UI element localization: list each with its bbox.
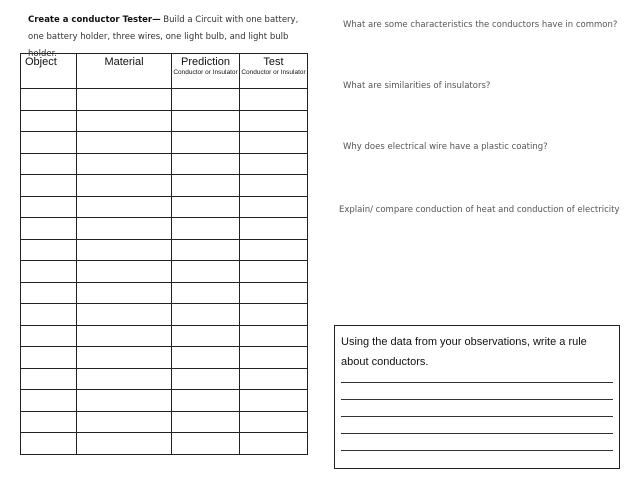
table-cell[interactable] — [240, 390, 308, 412]
table-row — [21, 175, 308, 197]
table-cell[interactable] — [172, 411, 240, 433]
table-cell[interactable] — [240, 175, 308, 197]
table-cell[interactable] — [21, 175, 77, 197]
table-cell[interactable] — [240, 110, 308, 132]
answer-line[interactable] — [341, 382, 613, 383]
table-cell[interactable] — [240, 368, 308, 390]
table-cell[interactable] — [240, 239, 308, 261]
intro-text: Build a Circuit with one battery, one battery holder, three wires, one light bulb, and light bulb holder. — [28, 15, 299, 59]
table-cell[interactable] — [172, 239, 240, 261]
table-cell[interactable] — [172, 175, 240, 197]
table-cell[interactable] — [21, 261, 77, 283]
table-cell[interactable] — [240, 153, 308, 175]
table-cell[interactable] — [21, 347, 77, 369]
table-cell[interactable] — [172, 433, 240, 455]
table-cell[interactable] — [21, 153, 77, 175]
table-cell[interactable] — [77, 110, 172, 132]
table-cell[interactable] — [77, 411, 172, 433]
header-object: Object — [21, 54, 77, 89]
table-cell[interactable] — [240, 325, 308, 347]
table-cell[interactable] — [77, 218, 172, 240]
table-row — [21, 89, 308, 111]
question-compare-conduction: Explain/ compare conduction of heat and conduction of electricity — [339, 205, 620, 215]
table-cell[interactable] — [21, 411, 77, 433]
table-cell[interactable] — [21, 304, 77, 326]
table-row — [21, 132, 308, 154]
table-cell[interactable] — [77, 347, 172, 369]
table-cell[interactable] — [77, 261, 172, 283]
question-insulators: What are similarities of insulators? — [343, 81, 491, 91]
table-cell[interactable] — [172, 153, 240, 175]
table-cell[interactable] — [77, 282, 172, 304]
table-cell[interactable] — [240, 411, 308, 433]
table-cell[interactable] — [77, 368, 172, 390]
answer-line[interactable] — [341, 433, 613, 434]
intro-title: Create a conductor Tester— — [28, 15, 161, 25]
table-cell[interactable] — [240, 196, 308, 218]
table-cell[interactable] — [172, 347, 240, 369]
answer-line[interactable] — [341, 399, 613, 400]
header-test: Test Conductor or Insulator — [240, 54, 308, 89]
table-header-row — [21, 54, 308, 89]
header-prediction-sub: Conductor or Insulator — [173, 69, 238, 76]
table-row — [21, 368, 308, 390]
question-conductors: What are some characteristics the conductors have in common? — [343, 20, 618, 30]
table-cell[interactable] — [172, 304, 240, 326]
table-cell[interactable] — [21, 132, 77, 154]
table-cell[interactable] — [172, 132, 240, 154]
header-test-sub: Conductor or Insulator — [241, 69, 306, 76]
table-row — [21, 239, 308, 261]
table-cell[interactable] — [77, 196, 172, 218]
table-cell[interactable] — [77, 239, 172, 261]
table-cell[interactable] — [240, 218, 308, 240]
rule-prompt: Using the data from your observations, write a rule about conductors. — [341, 336, 587, 368]
table-body — [21, 89, 308, 455]
table-cell[interactable] — [21, 218, 77, 240]
table-cell[interactable] — [172, 325, 240, 347]
table-cell[interactable] — [172, 218, 240, 240]
table-row — [21, 411, 308, 433]
table-cell[interactable] — [77, 433, 172, 455]
question-wire-coating: Why does electrical wire have a plastic coating? — [343, 142, 548, 152]
header-material: Material — [77, 54, 172, 89]
table-row — [21, 196, 308, 218]
table-row — [21, 347, 308, 369]
table-cell[interactable] — [21, 368, 77, 390]
table-row — [21, 390, 308, 412]
table-cell[interactable] — [21, 110, 77, 132]
rule-box — [334, 325, 620, 469]
table-cell[interactable] — [77, 390, 172, 412]
table-cell[interactable] — [21, 239, 77, 261]
table-cell[interactable] — [172, 110, 240, 132]
table-cell[interactable] — [240, 347, 308, 369]
table-row — [21, 261, 308, 283]
table-row — [21, 433, 308, 455]
header-prediction: Prediction Conductor or Insulator — [172, 54, 240, 89]
table-cell[interactable] — [21, 325, 77, 347]
table-cell[interactable] — [240, 261, 308, 283]
observation-table — [20, 53, 308, 455]
table-row — [21, 304, 308, 326]
table-cell[interactable] — [240, 132, 308, 154]
table-cell[interactable] — [77, 89, 172, 111]
table-cell[interactable] — [240, 282, 308, 304]
table-cell[interactable] — [172, 261, 240, 283]
table-cell[interactable] — [77, 175, 172, 197]
table-row — [21, 153, 308, 175]
table-row — [21, 325, 308, 347]
table-row — [21, 282, 308, 304]
table-cell[interactable] — [240, 433, 308, 455]
table-cell[interactable] — [21, 196, 77, 218]
table-cell[interactable] — [21, 89, 77, 111]
table-cell[interactable] — [77, 132, 172, 154]
answer-line[interactable] — [341, 416, 613, 417]
table-cell[interactable] — [240, 89, 308, 111]
table-row — [21, 110, 308, 132]
table-cell[interactable] — [172, 196, 240, 218]
table-row — [21, 218, 308, 240]
table-cell[interactable] — [172, 390, 240, 412]
table-cell[interactable] — [172, 89, 240, 111]
table-cell[interactable] — [240, 304, 308, 326]
table-cell[interactable] — [77, 304, 172, 326]
table-cell[interactable] — [21, 282, 77, 304]
table-cell[interactable] — [21, 390, 77, 412]
table-cell[interactable] — [21, 433, 77, 455]
table-cell[interactable] — [172, 282, 240, 304]
answer-line[interactable] — [341, 450, 613, 451]
table-cell[interactable] — [77, 325, 172, 347]
table-cell[interactable] — [172, 368, 240, 390]
table-cell[interactable] — [77, 153, 172, 175]
